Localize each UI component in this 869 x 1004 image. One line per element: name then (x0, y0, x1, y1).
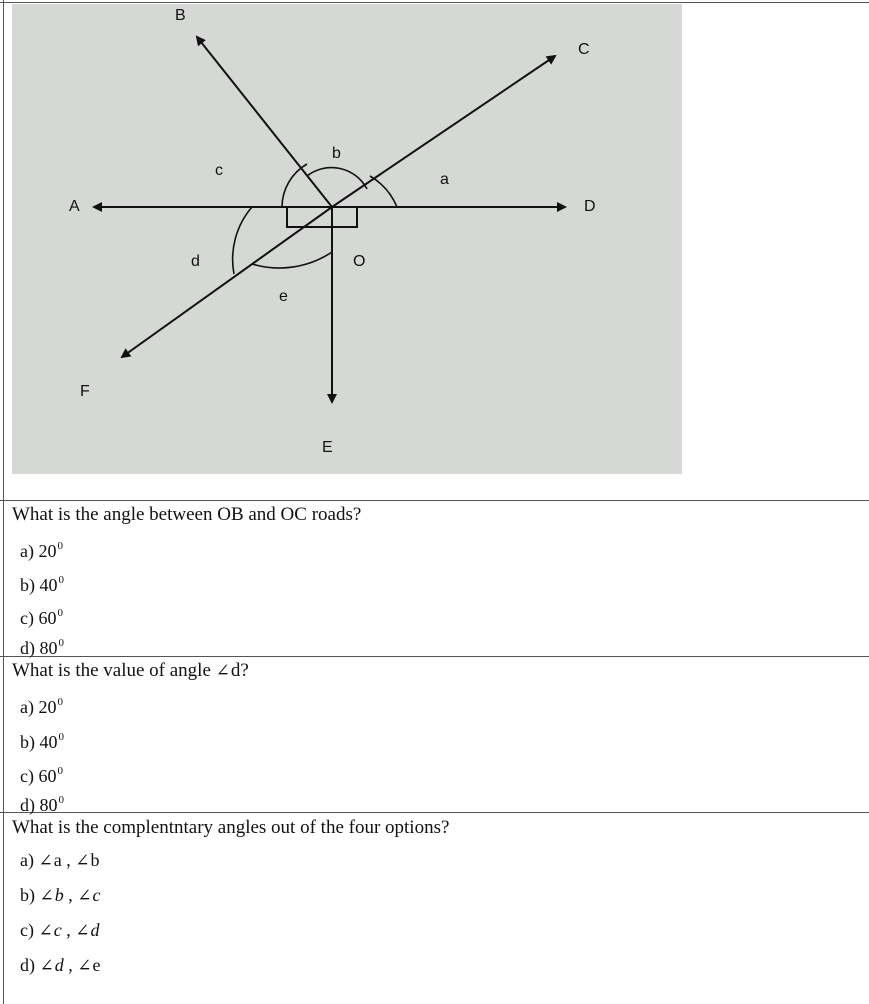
divider-2 (0, 656, 869, 657)
q2-option-c: c) $60^0$ (20, 765, 63, 786)
label-E: E (322, 439, 333, 456)
question-1: What is the angle between OB and OC roads? (12, 504, 362, 525)
ray-OB (197, 37, 332, 207)
label-C: C (578, 41, 590, 58)
left-border (3, 0, 4, 1004)
q2-option-d: d) $80^0$ (20, 794, 64, 815)
q1-option-a: a) $20^0$ (20, 540, 63, 561)
divider-1 (0, 500, 869, 501)
q1-option-c: c) $60^0$ (20, 607, 63, 628)
geometry-figure (12, 4, 682, 474)
q1-option-b: b) $40^0$ (20, 574, 64, 595)
label-D: D (584, 198, 596, 215)
q3-option-b: b) ∠b , ∠c (20, 885, 101, 905)
q2-option-a: a) $20^0$ (20, 696, 63, 717)
question-2: What is the value of angle ∠d? (12, 660, 249, 681)
divider-3 (0, 812, 869, 813)
label-A: A (69, 198, 80, 215)
q3-option-a: a) ∠a , ∠b (20, 850, 100, 870)
top-border (0, 2, 869, 3)
label-O: O (353, 253, 366, 270)
label-F: F (80, 383, 90, 400)
q1-option-d: d) $80^0$ (20, 637, 64, 658)
angle-symbol: ∠ (215, 661, 230, 680)
q3-option-d: d) ∠d , ∠e (20, 955, 101, 975)
q3-option-c: c) ∠c , ∠d (20, 920, 100, 940)
arc-a (370, 176, 397, 207)
angle-label-b: b (332, 145, 341, 162)
right-angle-box (287, 207, 357, 227)
angle-label-a: a (440, 171, 449, 188)
angle-diagram (12, 4, 682, 474)
question-3: What is the complentntary angles out of the four options? (12, 817, 450, 838)
label-B: B (175, 7, 186, 24)
ray-OF (122, 207, 332, 357)
q2-option-b: b) $40^0$ (20, 731, 64, 752)
arc-d (233, 207, 252, 274)
angle-label-e: e (279, 288, 288, 305)
angle-label-d: d (191, 253, 200, 270)
angle-label-c: c (215, 162, 223, 179)
